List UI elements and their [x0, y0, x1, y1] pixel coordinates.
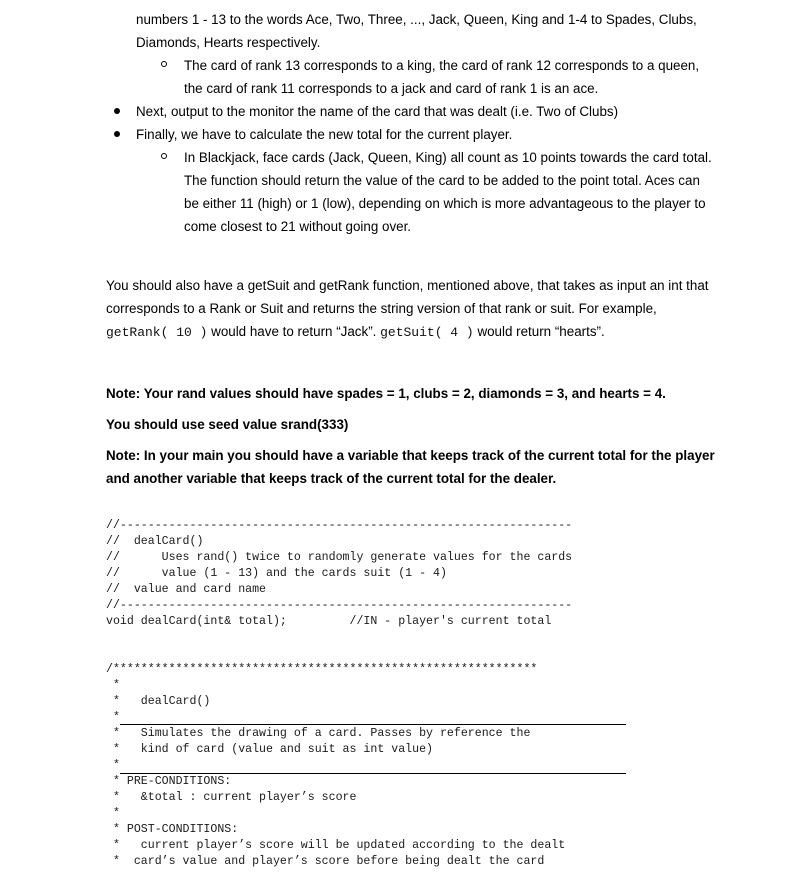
paragraph-line-2: corresponds to a Rank or Suit and returns the string version of that rank or suit. For example, [106, 301, 657, 316]
code-line: // value and card name [106, 583, 267, 596]
sub-item-2-line-2: The function should return the value of the card to be added to the point total. Aces can [184, 173, 700, 188]
bullet-icon [114, 131, 120, 137]
sub-bullet-icon [161, 153, 167, 159]
note-main-line-2: and another variable that keeps track of the current total for the dealer. [106, 471, 557, 486]
list-continuation-line-2: Diamonds, Hearts respectively. [136, 35, 321, 50]
code-line-declaration: void dealCard(int& total); //IN - player's current total [106, 615, 552, 628]
code-line: * [106, 759, 120, 772]
code-line: // Uses rand() twice to randomly generate values for the cards [106, 551, 573, 564]
code-line: //----------------------------------------------------------------- [106, 519, 573, 532]
code-line: * [106, 807, 120, 820]
bullet-icon [114, 108, 120, 114]
sub-bullet-icon [161, 61, 167, 67]
code-line: * Simulates the drawing of a card. Passes by reference the [106, 727, 531, 740]
code-line: //----------------------------------------------------------------- [106, 599, 573, 612]
code-line: // dealCard() [106, 535, 204, 548]
paragraph-line-3 [106, 320, 605, 344]
code-line: * [106, 711, 120, 724]
divider-line [120, 724, 626, 725]
paragraph-line-1: You should also have a getSuit and getRank function, mentioned above, that takes as input an int that [106, 278, 709, 293]
sub-item-1-line-1: The card of rank 13 corresponds to a king, the card of rank 12 corresponds to a queen, [184, 58, 700, 73]
sub-item-2-line-4: come closest to 21 without going over. [184, 219, 412, 234]
note-main-line-1: Note: In your main you should have a variable that keeps track of the current total for the player [106, 448, 715, 463]
list-continuation-line-1: numbers 1 - 13 to the words Ace, Two, Three, ..., Jack, Queen, King and 1-4 to Spades, Clubs, [136, 12, 697, 27]
note-seed-value: You should use seed value srand(333) [106, 417, 349, 432]
code-line: * card’s value and player’s score before being dealt the card [106, 855, 545, 868]
code-line: * &total : current player’s score [106, 791, 357, 804]
code-line: // value (1 - 13) and the cards suit (1 - 4) [106, 567, 447, 580]
code-line: * POST-CONDITIONS: [106, 823, 239, 836]
paragraph-text: would have to return “Jack”. [207, 324, 381, 339]
code-line: * current player’s score will be updated according to the dealt [106, 839, 566, 852]
paragraph-text: would return “hearts”. [473, 324, 605, 339]
code-line: * kind of card (value and suit as int value) [106, 743, 433, 756]
code-line: /************************************************************* [106, 663, 538, 676]
inline-code-getrank: getRank( 10 ) [106, 325, 208, 340]
sub-item-1-line-2: the card of rank 11 corresponds to a jack and card of rank 1 is an ace. [184, 81, 599, 96]
inline-code-getsuit: getSuit( 4 ) [380, 325, 474, 340]
sub-item-2-line-1: In Blackjack, face cards (Jack, Queen, King) all count as 10 points towards the card total. [184, 150, 712, 165]
code-line: * [106, 679, 120, 692]
sub-item-2-line-3: be either 11 (high) or 1 (low), depending on which is more advantageous to the player to [184, 196, 706, 211]
code-line: * dealCard() [106, 695, 211, 708]
bullet-item-3: Finally, we have to calculate the new total for the current player. [136, 127, 513, 142]
bullet-item-2: Next, output to the monitor the name of the card that was dealt (i.e. Two of Clubs) [136, 104, 619, 119]
note-rand-values: Note: Your rand values should have spades = 1, clubs = 2, diamonds = 3, and hearts = 4. [106, 386, 666, 401]
code-line: * PRE-CONDITIONS: [106, 775, 232, 788]
